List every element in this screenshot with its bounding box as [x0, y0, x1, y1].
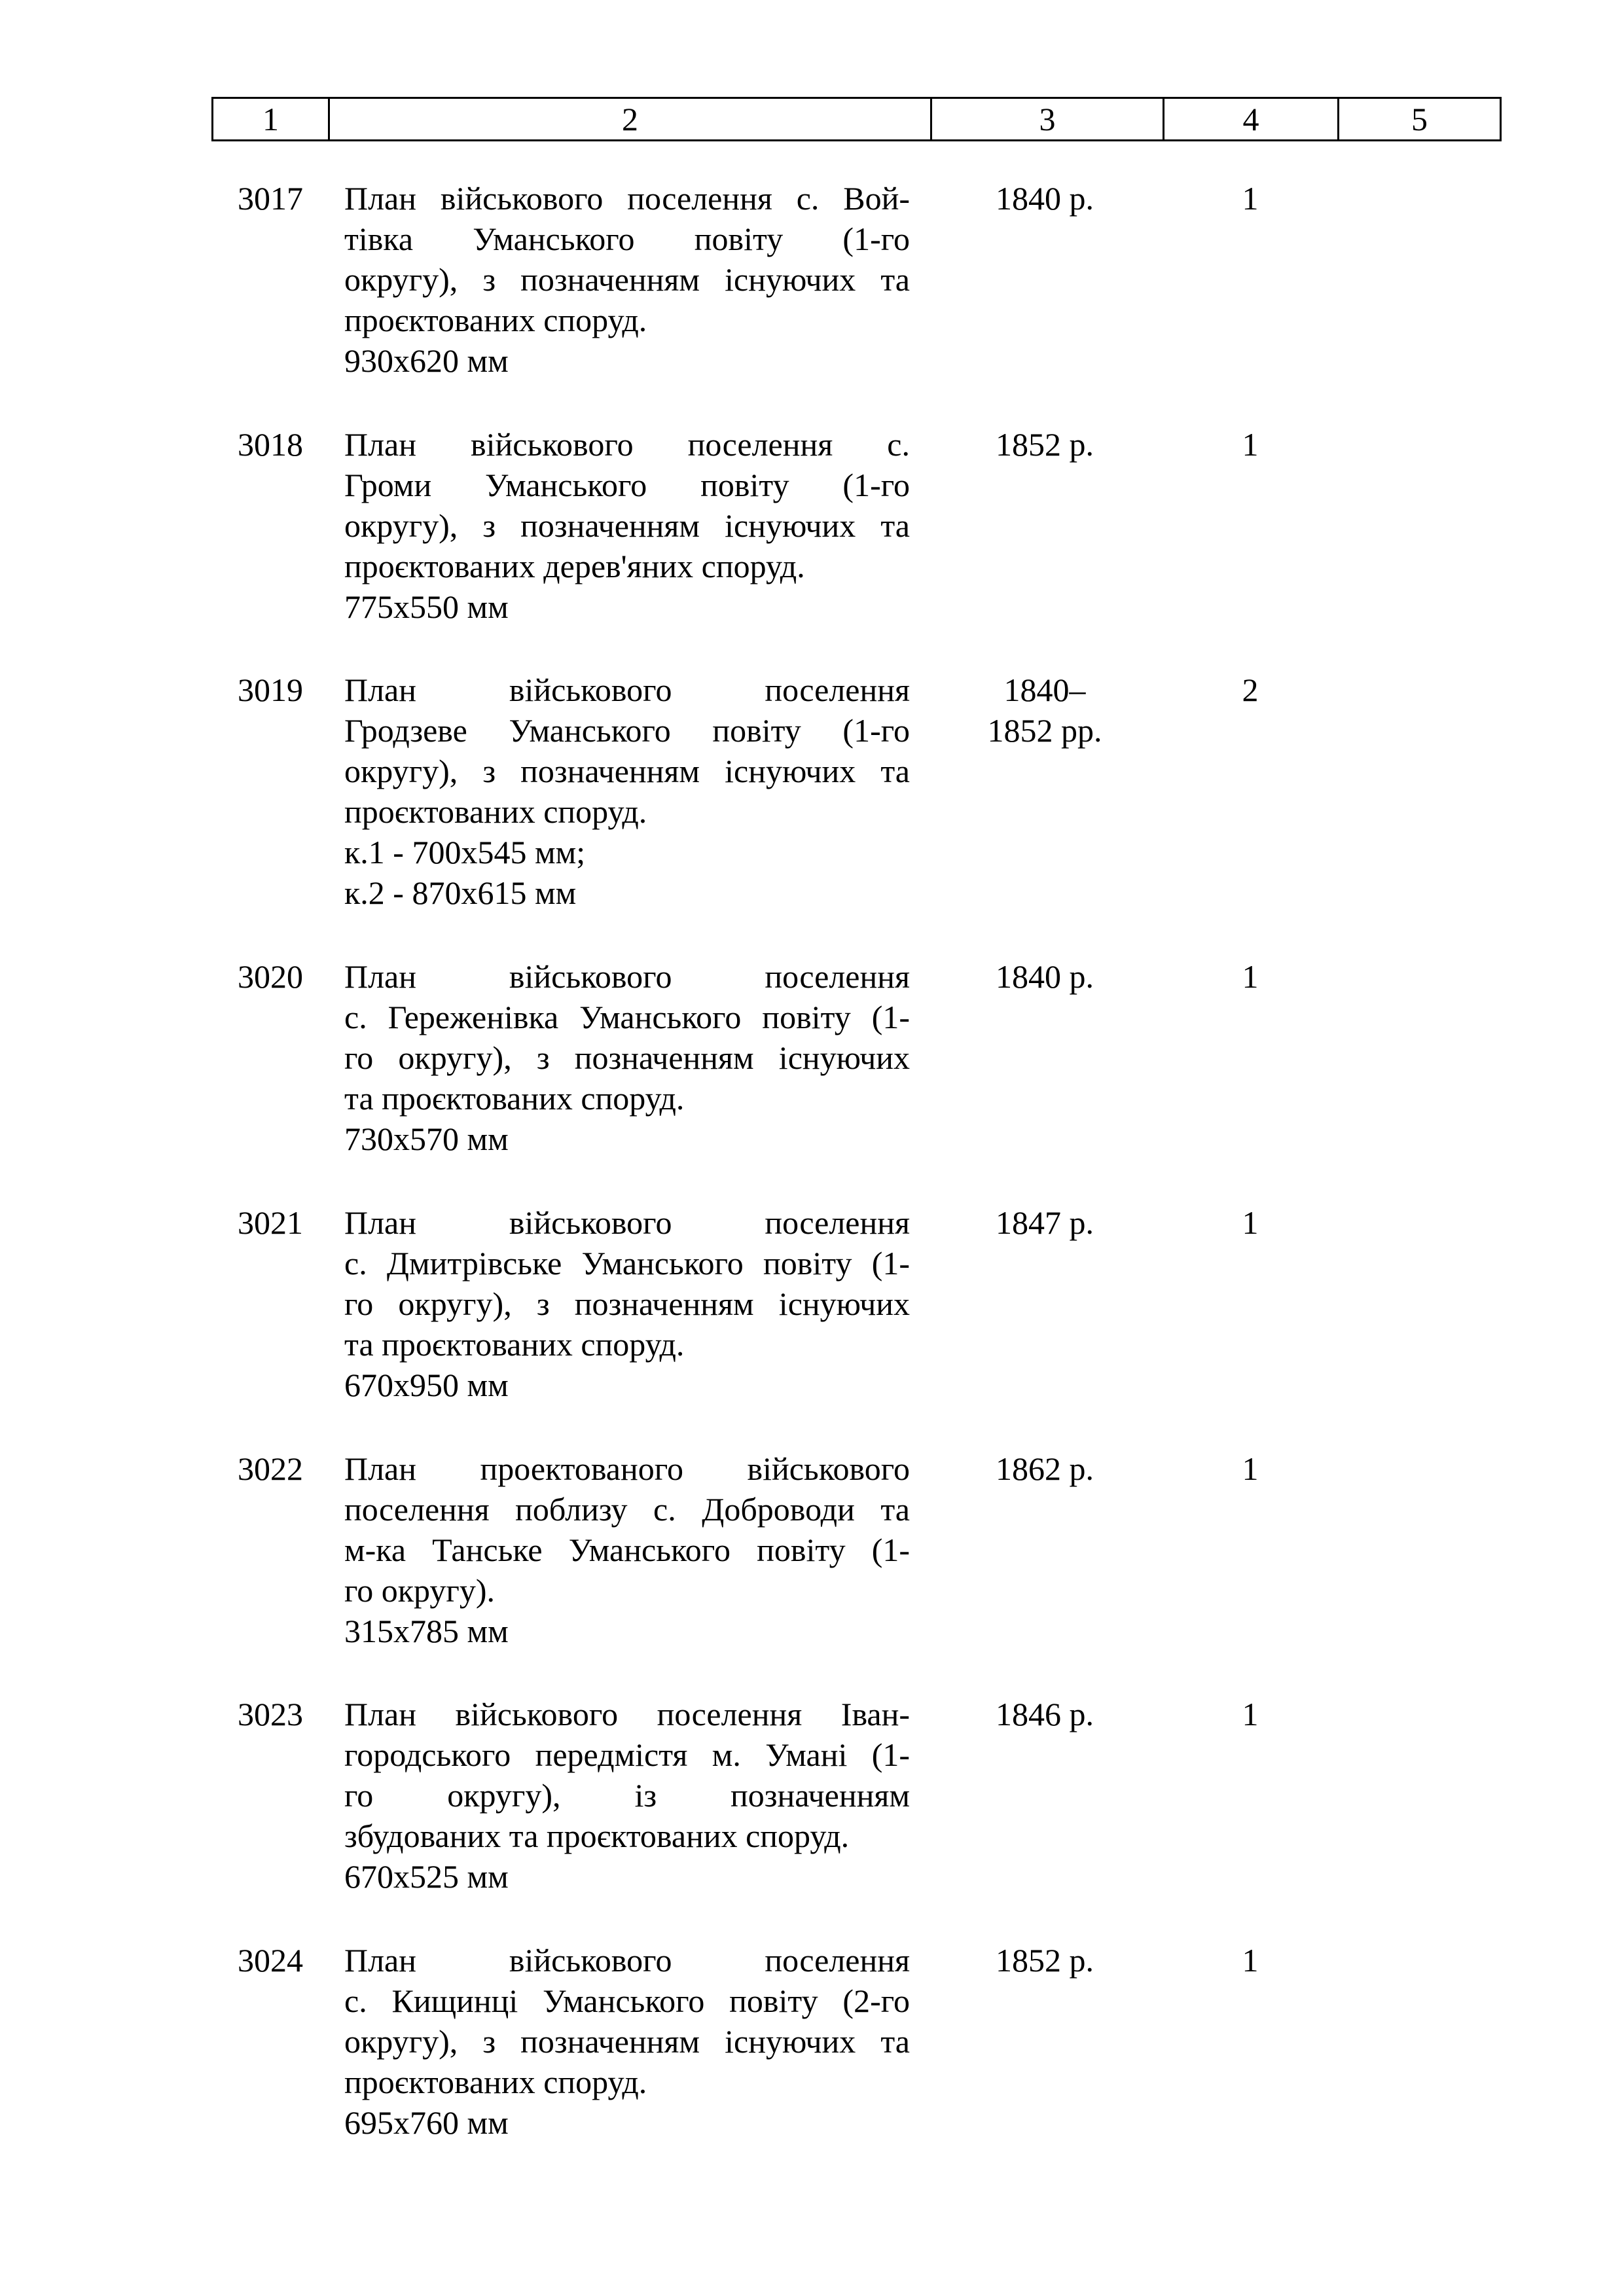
column-header-1: 1: [213, 98, 329, 141]
description-line: го округу), з позначенням існуючих: [344, 1039, 910, 1076]
column-header-table: [211, 97, 1502, 141]
date-line: 1840 р.: [996, 180, 1094, 217]
description-line: округу), з позначенням існуючих та: [344, 753, 910, 789]
entry-date: [940, 1202, 1149, 1243]
description-line: План військового поселення с.: [344, 426, 910, 463]
entry-size: 315х785 мм: [344, 1613, 509, 1649]
description-line: го округу).: [344, 1572, 496, 1609]
date-line: 1847 р.: [996, 1204, 1094, 1241]
description-line: округу), з позначенням існуючих та: [344, 261, 910, 298]
description-line: округу), з позначенням існуючих та: [344, 2023, 910, 2060]
entry-description: [344, 424, 910, 627]
entry-size: 775х550 мм: [344, 588, 509, 625]
description-line: збудованих та проєктованих споруд.: [344, 1818, 850, 1854]
entry-number: 3024: [238, 1942, 303, 1979]
column-header-row: [213, 98, 1501, 141]
date-line: 1840–: [1003, 672, 1086, 708]
entry-description: [344, 1202, 910, 1405]
description-line: Громи Уманського повіту (1-го: [344, 467, 910, 503]
entry-count: 1: [1242, 1450, 1259, 1487]
entry-date: [940, 956, 1149, 997]
description-line: План військового поселення с. Вой-: [344, 180, 910, 217]
entry-size: к.1 - 700х545 мм;: [344, 834, 586, 870]
entry-description: [344, 1940, 910, 2143]
entry-description: [344, 670, 910, 913]
description-line: та проєктованих споруд.: [344, 1326, 685, 1363]
description-line: проєктованих дерев'яних споруд.: [344, 548, 805, 584]
date-line: 1852 р.: [996, 426, 1094, 463]
description-line: та проєктованих споруд.: [344, 1080, 685, 1117]
description-line: проєктованих споруд.: [344, 302, 647, 338]
description-line: План військового поселення Іван-: [344, 1696, 910, 1732]
description-line: с. Дмитрівське Уманського повіту (1-: [344, 1245, 910, 1282]
entry-count: 1: [1242, 958, 1259, 995]
description-line: тівка Уманського повіту (1-го: [344, 221, 910, 257]
entry-number: 3021: [238, 1204, 303, 1241]
entry-description: [344, 956, 910, 1159]
description-line: Гродзеве Уманського повіту (1-го: [344, 712, 910, 749]
entry-count: 1: [1242, 180, 1259, 217]
entry-count: 1: [1242, 426, 1259, 463]
description-line: м-ка Танське Уманського повіту (1-: [344, 1532, 910, 1568]
entry-date: [940, 424, 1149, 465]
description-line: проєктованих споруд.: [344, 793, 647, 830]
entry-number: 3023: [238, 1696, 303, 1732]
description-line: с. Гереженівка Уманського повіту (1-: [344, 999, 910, 1035]
entry-number: 3020: [238, 958, 303, 995]
entry-number: 3018: [238, 426, 303, 463]
date-line: 1852 р.: [996, 1942, 1094, 1979]
entry-size: 730х570 мм: [344, 1121, 509, 1157]
entry-description: [344, 1448, 910, 1651]
date-line: 1840 р.: [996, 958, 1094, 995]
description-line: с. Кищинці Уманського повіту (2-го: [344, 1982, 910, 2019]
date-line: 1846 р.: [996, 1696, 1094, 1732]
entry-number: 3019: [238, 672, 303, 708]
entry-date: [940, 1940, 1149, 1981]
entry-date: [940, 1448, 1149, 1489]
entry-number: 3022: [238, 1450, 303, 1487]
description-line: проєктованих споруд.: [344, 2064, 647, 2100]
entry-size: к.2 - 870х615 мм: [344, 874, 577, 911]
entry-description: [344, 1694, 910, 1897]
column-header-3: 3: [931, 98, 1164, 141]
entry-size: 670х525 мм: [344, 1858, 509, 1895]
entry-number: 3017: [238, 180, 303, 217]
entry-count: 1: [1242, 1696, 1259, 1732]
entry-count: 2: [1242, 672, 1259, 708]
description-line: го округу), із позначенням: [344, 1777, 910, 1814]
description-line: План військового поселення: [344, 958, 910, 995]
entry-date: [940, 1694, 1149, 1734]
description-line: План військового поселення: [344, 1204, 910, 1241]
description-line: План проектованого військового: [344, 1450, 910, 1487]
entry-count: 1: [1242, 1204, 1259, 1241]
date-line: 1862 р.: [996, 1450, 1094, 1487]
description-line: поселення поблизу с. Доброводи та: [344, 1491, 910, 1528]
entry-size: 930х620 мм: [344, 342, 509, 379]
entry-size: 695х760 мм: [344, 2104, 509, 2141]
description-line: округу), з позначенням існуючих та: [344, 507, 910, 544]
description-line: городського передмістя м. Умані (1-: [344, 1736, 910, 1773]
description-line: План військового поселення: [344, 1942, 910, 1979]
description-line: го округу), з позначенням існуючих: [344, 1285, 910, 1322]
description-line: План військового поселення: [344, 672, 910, 708]
entry-date: [940, 670, 1149, 751]
date-line: 1852 рр.: [987, 712, 1102, 749]
entry-date: [940, 178, 1149, 219]
entry-description: [344, 178, 910, 381]
column-header-4: 4: [1164, 98, 1339, 141]
column-header-5: 5: [1339, 98, 1501, 141]
column-header-2: 2: [329, 98, 931, 141]
entry-count: 1: [1242, 1942, 1259, 1979]
entry-size: 670х950 мм: [344, 1367, 509, 1403]
